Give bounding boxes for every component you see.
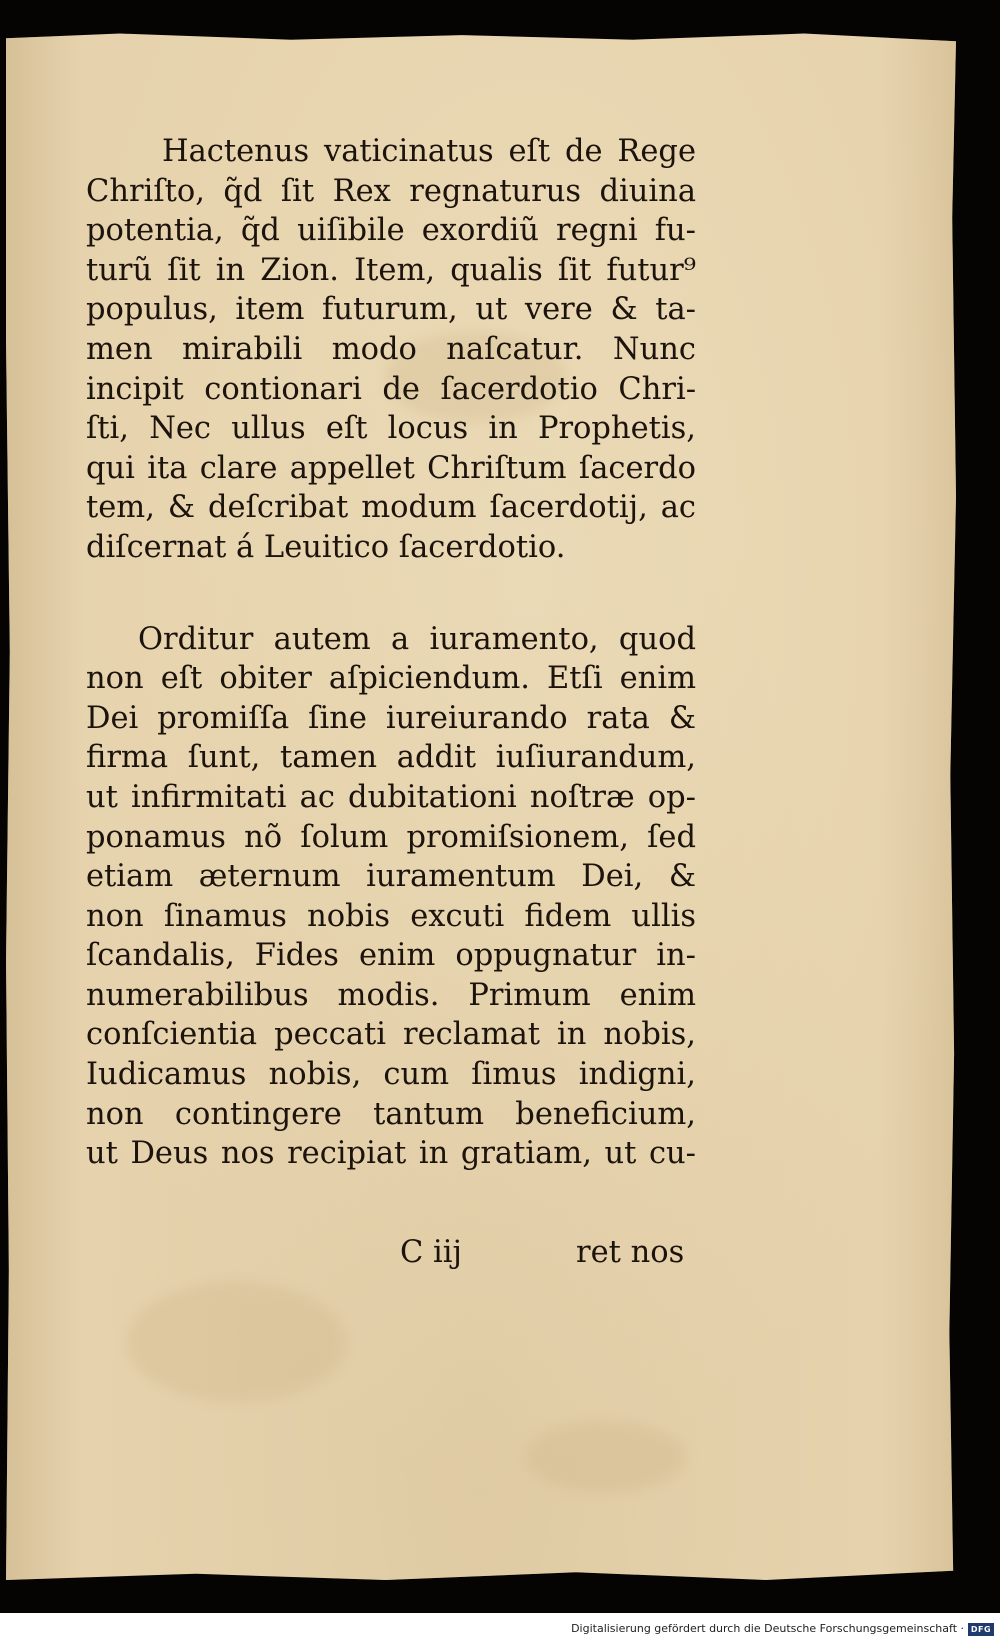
- paper-stain: [126, 1282, 346, 1402]
- text-line: men mirabili modo naſcatur. Nunc: [86, 331, 696, 367]
- text-line: Iudicamus nobis, cum ſimus indigni,: [86, 1057, 696, 1093]
- text-line: incipit contionari de ſacerdotio Chri-: [86, 371, 696, 407]
- body-text: [86, 132, 696, 1174]
- text-line: ſcandalis, Fides enim oppugnatur in-: [86, 938, 696, 974]
- text-line: numerabilibus modis. Primum enim: [86, 977, 696, 1013]
- signature-mark: C iij: [400, 1235, 462, 1270]
- text-line: diſcernat á Leuitico ſacerdotio.: [86, 529, 566, 565]
- text-line: Chriſto, q̃d ſit Rex regnaturus diuina: [86, 173, 696, 209]
- text-line: conſcientia peccati reclamat in nobis,: [86, 1017, 696, 1053]
- paragraph-2: [86, 620, 696, 1174]
- text-line: ponamus nõ ſolum promiſsionem, ſed: [86, 819, 696, 855]
- text-line: qui ita clare appellet Chriſtum ſacerdo: [86, 450, 696, 486]
- text-line: potentia, q̃d uiſibile exordiũ regni fu-: [86, 213, 696, 249]
- text-line: firma ſunt, tamen addit iuſiurandum,: [86, 740, 696, 776]
- paper-stain: [526, 1422, 686, 1492]
- text-line: Hactenus vaticinatus eſt de Rege: [162, 134, 696, 169]
- text-line: ut infirmitati ac dubitationi noſtræ op-: [86, 779, 696, 815]
- funding-credit: Digitalisierung gefördert durch die Deutsche Forschungsgemeinschaft ·: [571, 1622, 964, 1635]
- text-line: tem, & deſcribat modum ſacerdotij, ac: [86, 490, 696, 526]
- dfg-logo: DFG: [968, 1623, 994, 1636]
- text-line: non eſt obiter aſpiciendum. Etſi enim: [86, 661, 696, 697]
- text-line: etiam æternum iuramentum Dei, &: [86, 859, 696, 895]
- text-line: non contingere tantum beneficium,: [86, 1096, 696, 1132]
- text-line: non ſinamus nobis excuti fidem ullis: [86, 898, 696, 934]
- text-line: populus, item futurum, ut vere & ta-: [86, 292, 696, 328]
- footer-bar: [0, 1613, 1000, 1643]
- paragraph-1: [86, 132, 696, 568]
- text-line: turũ ſit in Zion. Item, qualis ſit futur⁹: [86, 252, 696, 288]
- text-line: ſti, Nec ullus eſt locus in Prophetis,: [86, 411, 696, 447]
- catchword: ret nos: [576, 1235, 685, 1270]
- text-line: Orditur autem a iuramento, quod: [138, 621, 696, 657]
- paragraph-gap: [86, 568, 696, 620]
- text-line: ut Deus nos recipiat in gratiam, ut cu-: [86, 1136, 696, 1172]
- text-line: Dei promiſſa ſine iureiurando rata &: [86, 700, 696, 736]
